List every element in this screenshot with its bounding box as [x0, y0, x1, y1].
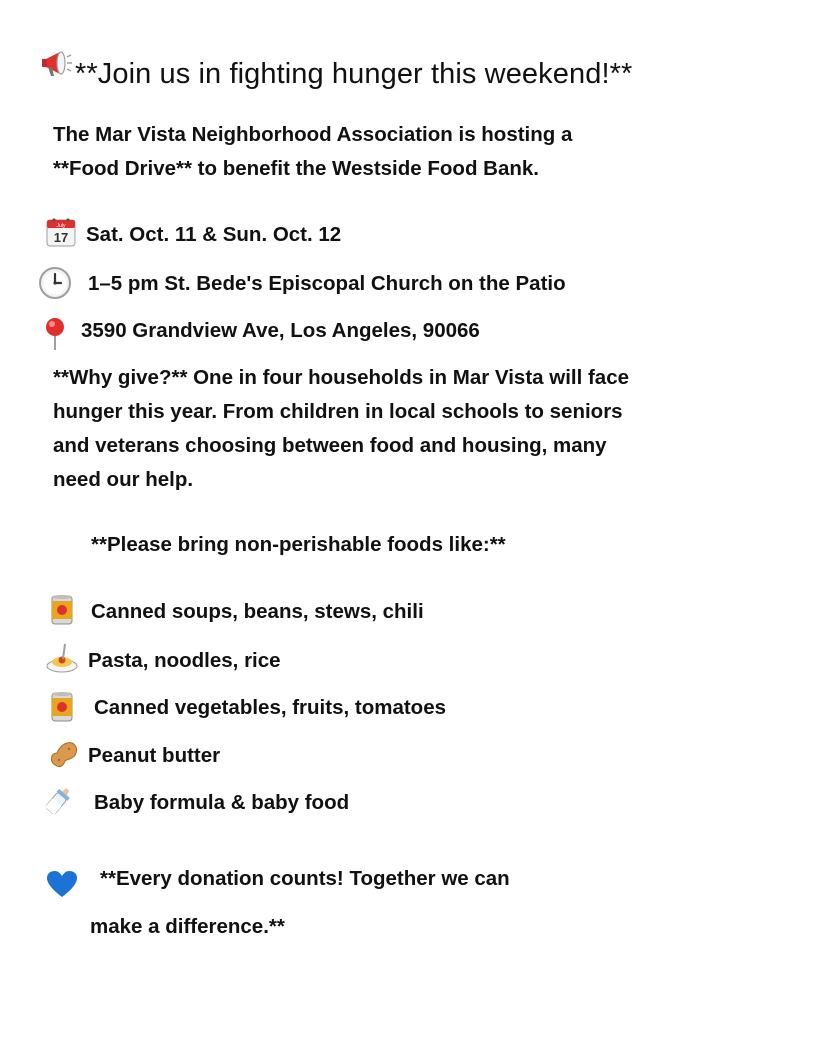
svg-text:17: 17 — [53, 230, 69, 245]
spaghetti-icon — [45, 642, 79, 676]
intro-line-1: The Mar Vista Neighborhood Association is hosting a — [53, 123, 573, 146]
blue-heart-icon — [46, 870, 78, 898]
event-date: Sat. Oct. 11 & Sun. Oct. 12 — [86, 223, 342, 246]
calendar-icon — [45, 216, 77, 248]
item-4-label: Peanut butter — [88, 744, 221, 767]
pin-icon — [42, 316, 70, 352]
event-address: 3590 Grandview Ave, Los Angeles, 90066 — [81, 319, 480, 342]
canned-food-icon — [48, 691, 76, 723]
item-3-label: Canned vegetables, fruits, tomatoes — [94, 696, 447, 719]
item-2-label: Pasta, noodles, rice — [88, 649, 281, 672]
why-line-4: need our help. — [53, 468, 194, 491]
peanuts-icon — [47, 737, 81, 771]
event-time-place: 1–5 pm St. Bede's Episcopal Church on the Patio — [88, 272, 566, 295]
closing-line-2: make a difference.** — [90, 915, 285, 938]
item-5-label: Baby formula & baby food — [94, 791, 350, 814]
intro-line-2: **Food Drive** to benefit the Westside Food Bank. — [53, 157, 539, 180]
why-line-1: **Why give?** One in four households in Mar Vista will face — [53, 366, 630, 389]
megaphone-icon — [40, 46, 76, 82]
why-line-2: hunger this year. From children in local schools to seniors — [53, 400, 623, 423]
clock-icon — [38, 266, 72, 300]
svg-text:July: July — [56, 223, 66, 229]
why-line-3: and veterans choosing between food and housing, many — [53, 434, 607, 457]
baby-bottle-icon — [41, 784, 75, 818]
canned-food-icon — [48, 594, 76, 626]
bring-heading: **Please bring non-perishable foods like:** — [91, 533, 506, 556]
item-1-label: Canned soups, beans, stews, chili — [91, 600, 424, 623]
closing-line-1: **Every donation counts! Together we can — [100, 867, 510, 890]
headline: **Join us in fighting hunger this weekend!** — [75, 58, 633, 90]
